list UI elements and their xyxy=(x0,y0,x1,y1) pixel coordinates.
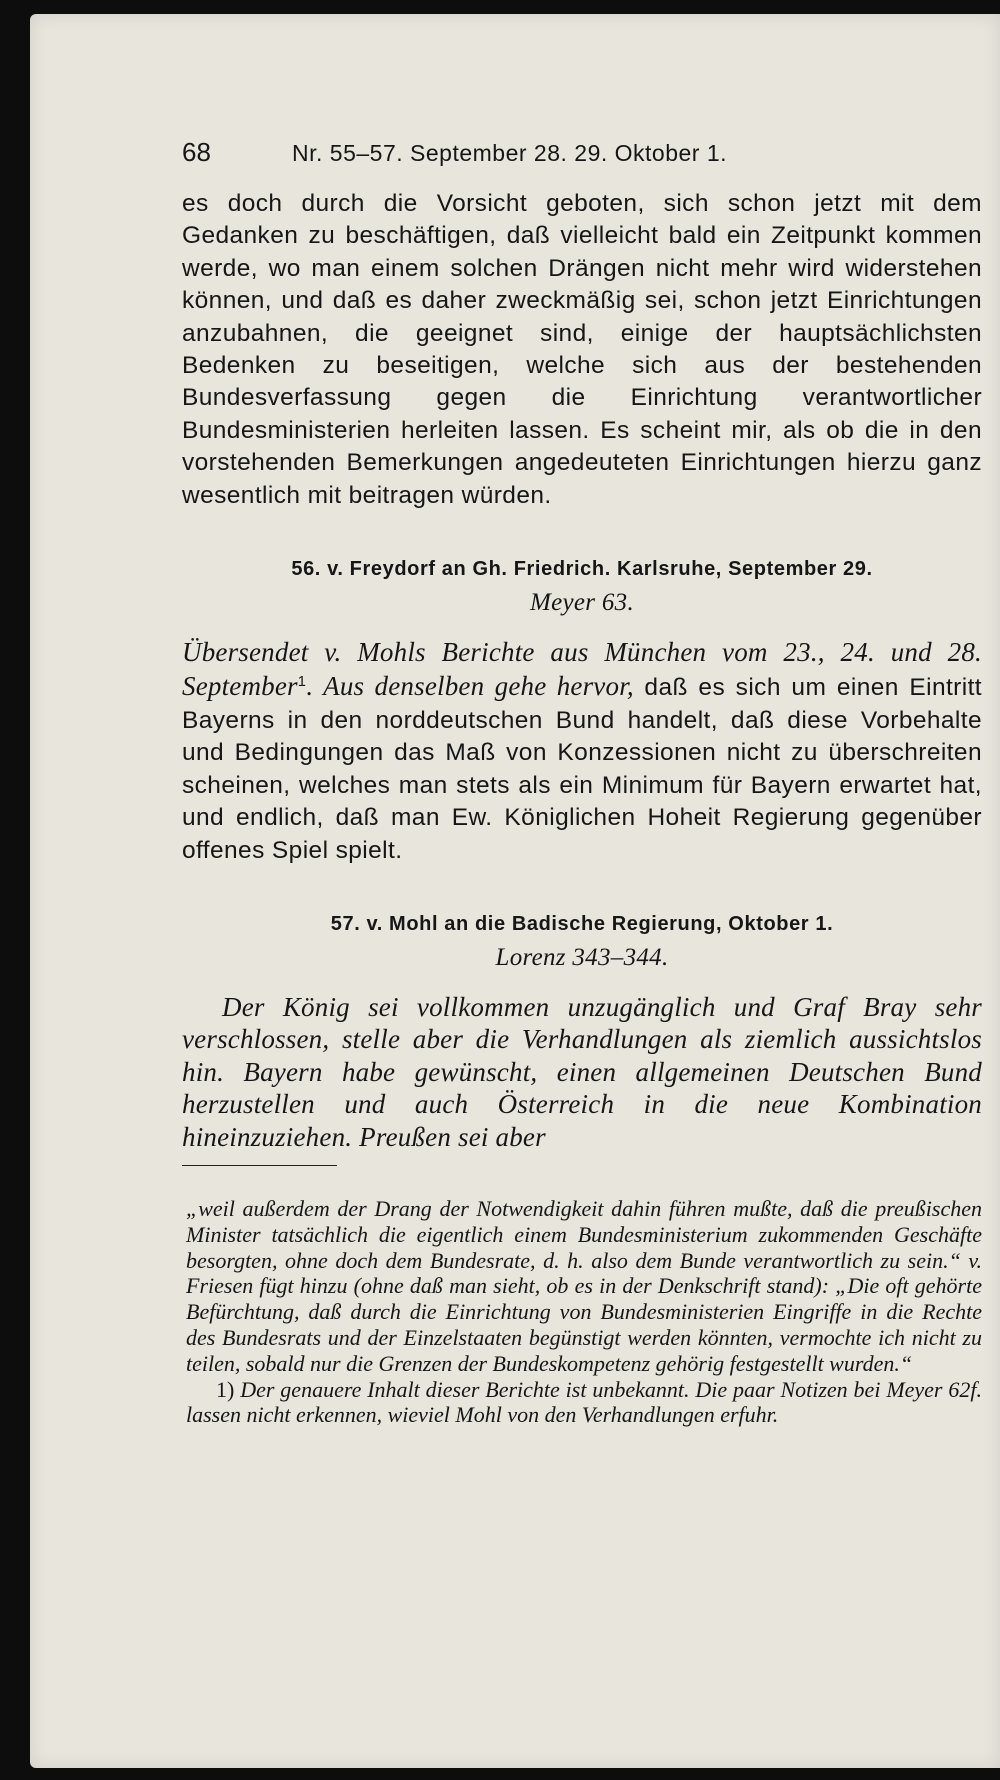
continuation-paragraph: es doch durch die Vorsicht geboten, sich schon jetzt mit dem Gedanken zu beschäftigen, daß vielleicht bald ein Zeitpunkt kommen werde, wo man einem solchen Drängen nicht mehr wird widerstehen können, und daß es daher zweckmäßig sei, schon jetzt Einrichtungen anzubahnen, die geeignet sind, einige der hauptsächlichsten Bedenken zu beseitigen, welche sich aus der bestehenden Bundesverfassung gegen die Einrichtung verantwortlicher Bundesministerien herleiten lassen. Es scheint mir, als ob die in den vorstehenden Bemerkungen angedeuteten Einrichtungen hierzu ganz wesentlich mit beitragen würden. xyxy=(182,190,982,509)
entry-57-source: Lorenz 343–344. xyxy=(495,943,669,971)
footnote-1-mark: 1) xyxy=(216,1376,235,1402)
entry-56-source: Meyer 63. xyxy=(529,589,635,617)
footnote-1-text: Der genauere Inhalt dieser Berichte ist unbekannt. Die paar Notizen bei Meyer 62f. lassen nicht erkennen, wieviel Mohl von den Verhandlungen erfuhr. xyxy=(186,1376,982,1428)
entry-56-text xyxy=(182,636,982,867)
entry-57-text: Der König sei vollkommen unzugänglich und Graf Bray sehr verschlossen, stelle aber die Verhandlungen als ziemlich aussichtslos hin. Bayern habe gewünscht, einen allgemeinen Deutschen Bund herzustellen und auch Österreich in die neue Kombination hineinzuziehen. Preußen sei aber xyxy=(182,991,982,1152)
footnote-reference-1[interactable]: 1 xyxy=(297,674,307,691)
page-number: 68 xyxy=(182,137,211,167)
entry-56-heading: 56. v. Freydorf an Gh. Friedrich. Karlsruhe, September 29. xyxy=(291,558,873,581)
page-content xyxy=(182,132,982,1428)
entry-57-heading: 57. v. Mohl an die Badische Regierung, Oktober 1. xyxy=(330,912,834,935)
book-page xyxy=(30,14,1000,1768)
entry-56-roman: daß es sich um einen Eintritt Bayerns in den norddeutschen Bund handelt, daß diese Vorbehalte und Bedingungen das Maß von Konzessionen nicht zu überschreiten scheinen, welches man stets als ein Minimum für Bayern erwartet hat, und endlich, daß man Ew. Königlichen Hoheit Regierung gegenüber offenes Spiel spielt. xyxy=(182,674,982,864)
footnote-1 xyxy=(182,1377,982,1429)
entry-56-italic: Übersendet v. Mohls Berichte aus München vom 23., 24. und 28. September xyxy=(182,637,982,702)
entry-56-italic-2: . Aus denselben gehe hervor, xyxy=(306,671,634,702)
running-head xyxy=(182,132,982,172)
running-title: Nr. 55–57. September 28. 29. Oktober 1. xyxy=(292,140,728,166)
footnote-continuation: „weil außerdem der Drang der Notwendigkeit dahin führen mußte, daß die preußischen Minister tatsächlich die eigentlich einem Bundesministerium zukommenden Geschäfte besorgten, ohne doch dem Bundesrate, d. h. also dem Bunde verantwortlich zu sein.“ v. Friesen fügt hinzu (ohne daß man sieht, ob es in der Denkschrift stand): „Die oft gehörte Befürchtung, daß durch die Einrichtung von Bundesministerien Eingriffe in die Rechte des Bundesrats und der Einzelstaaten begünstigt werden könnten, vermochte ich nicht zu teilen, sobald nur die Grenzen der Bundeskompetenz gehörig festgestellt wurden.“ xyxy=(186,1195,982,1376)
footnote-rule xyxy=(182,1165,337,1166)
